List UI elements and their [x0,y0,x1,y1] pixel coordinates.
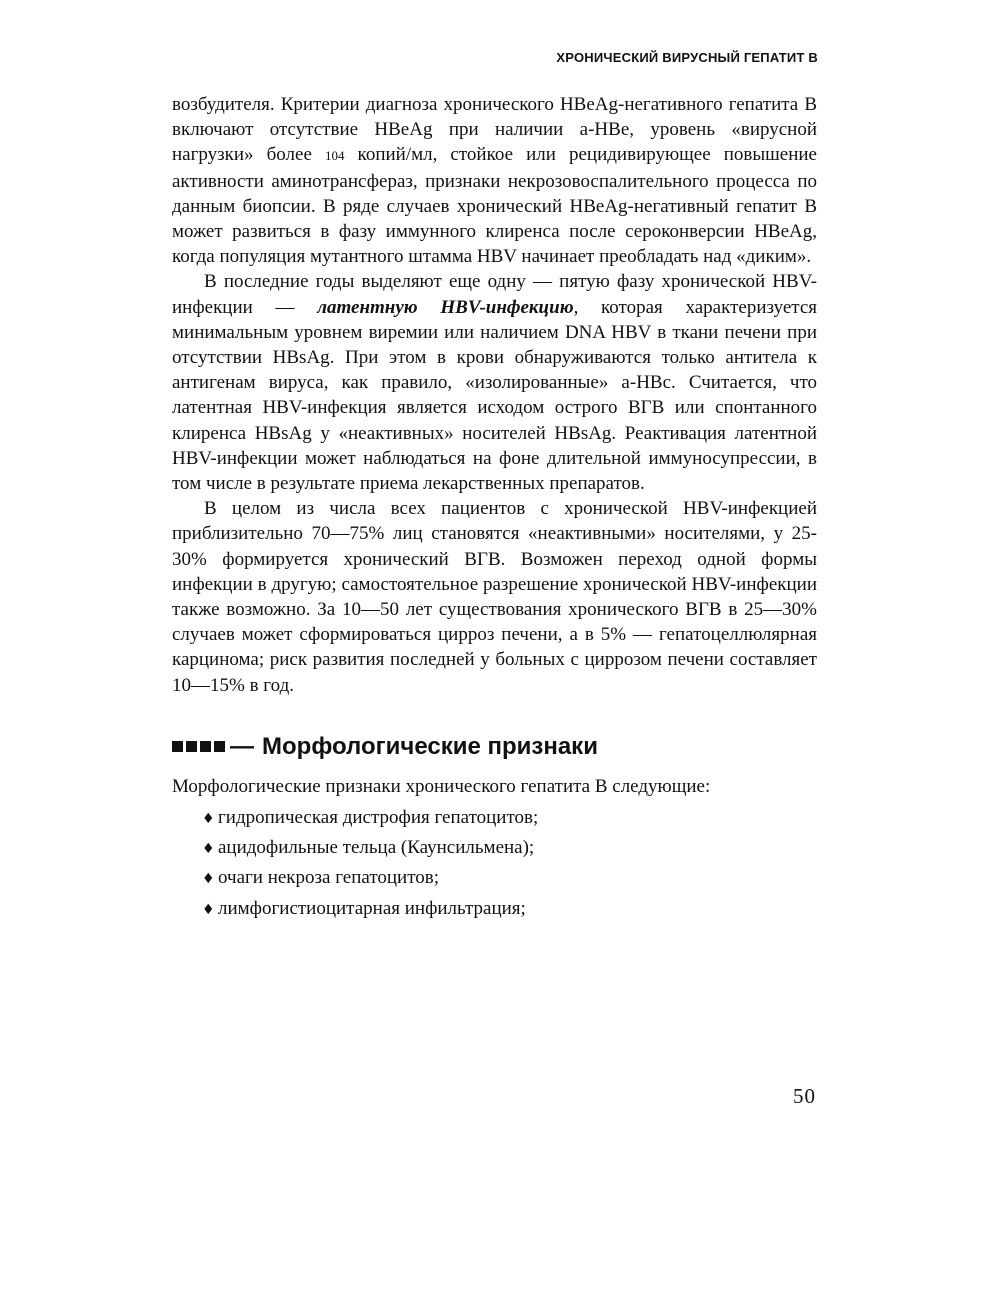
paragraph-2-text-a: В последние годы выделяют еще одну — пятую фазу хронической HBV-инфекции — [172,271,817,318]
list-item-text: гидропическая дистрофия гепатоцитов; [218,807,539,829]
latent-infection-term: латентную HBV-инфекцию [317,296,574,318]
paragraph-2 [172,269,817,496]
section-intro: Морфологические признаки хронического гепатита В следующие: [172,775,711,797]
list-item-text: ацидофильные тельца (Каунсильмена); [218,837,535,859]
list-item [202,835,817,862]
diamond-bullet-icon: ♦ [202,841,215,858]
list-item-text: очаги некроза гепатоцитов; [218,867,440,889]
paragraph-1 [172,92,817,269]
diamond-bullet-icon: ♦ [202,871,215,888]
square-marker [186,741,197,752]
diamond-bullet-icon: ♦ [202,901,215,918]
square-marker [172,741,183,752]
morphology-list [172,805,817,923]
heading-dash: — [230,732,254,760]
heading-square-markers [172,741,228,752]
list-item [202,896,817,923]
list-item-text: лимфогистиоцитарная инфильтрация; [218,897,526,919]
section-heading [172,732,817,762]
paragraph-1-text-a: возбудителя. Критерии диагноза хронического HBeAg-негативного гепатита В включают отсутствие HBeAg при наличии a-HBe, уровень «вирусной нагрузки» более [172,94,817,166]
section-title: Морфологические признаки [262,732,598,760]
list-item [202,865,817,892]
square-marker [214,741,225,752]
running-head: ХРОНИЧЕСКИЙ ВИРУСНЫЙ ГЕПАТИТ В [556,50,818,65]
paragraph-1-text-b: копий/мл, стойкое или рецидивирующее повышение активности аминотрансфераз, признаки некрозовоспалительного процесса по данным биопсии. В ряде случаев хронический HBeAg-негативный гепатит В может развиться в фазу иммунного клиренса после сероконверсии HBeAg, когда популяция мутантного штамма HBV начинает преобладать над «диким». [172,144,817,268]
page-number: 50 [793,1084,816,1108]
list-item [202,805,817,832]
diamond-bullet-icon: ♦ [202,811,215,828]
paragraph-3: В целом из числа всех пациентов с хронической HBV-инфекцией приблизительно 70—75% лиц становятся «неактивными» носителями, у 25-30% формируется хронический ВГВ. Возможен переход одной формы инфекции в другую; самостоятельное разрешение хронической HBV-инфекции также возможно. За 10—50 лет существования хронического ВГВ в 25—30% случаев может сформироваться цирроз печени, а в 5% — гепатоцеллюлярная карцинома; риск развития последней у больных с циррозом печени составляет 10—15% в год. [172,498,817,696]
viral-load-exponent: 104 [324,148,345,164]
square-marker [200,741,211,752]
page-body [172,92,817,926]
paragraph-2-text-b: , которая характеризуется минимальным уровнем виремии или наличием DNA HBV в ткани печени при отсутствии HBsAg. При этом в крови обнаруживаются только антитела к антигенам вируса, как правило, «изолированные» a-HBc. Считается, что латентная HBV-инфекция является исходом острого ВГВ или спонтанного клиренса HBsAg у «неактивных» носителей HBsAg. Реактивация латентной HBV-инфекции может наблюдаться на фоне длительной иммуносупрессии, в том числе в результате приема лекарственных препаратов. [172,296,817,495]
